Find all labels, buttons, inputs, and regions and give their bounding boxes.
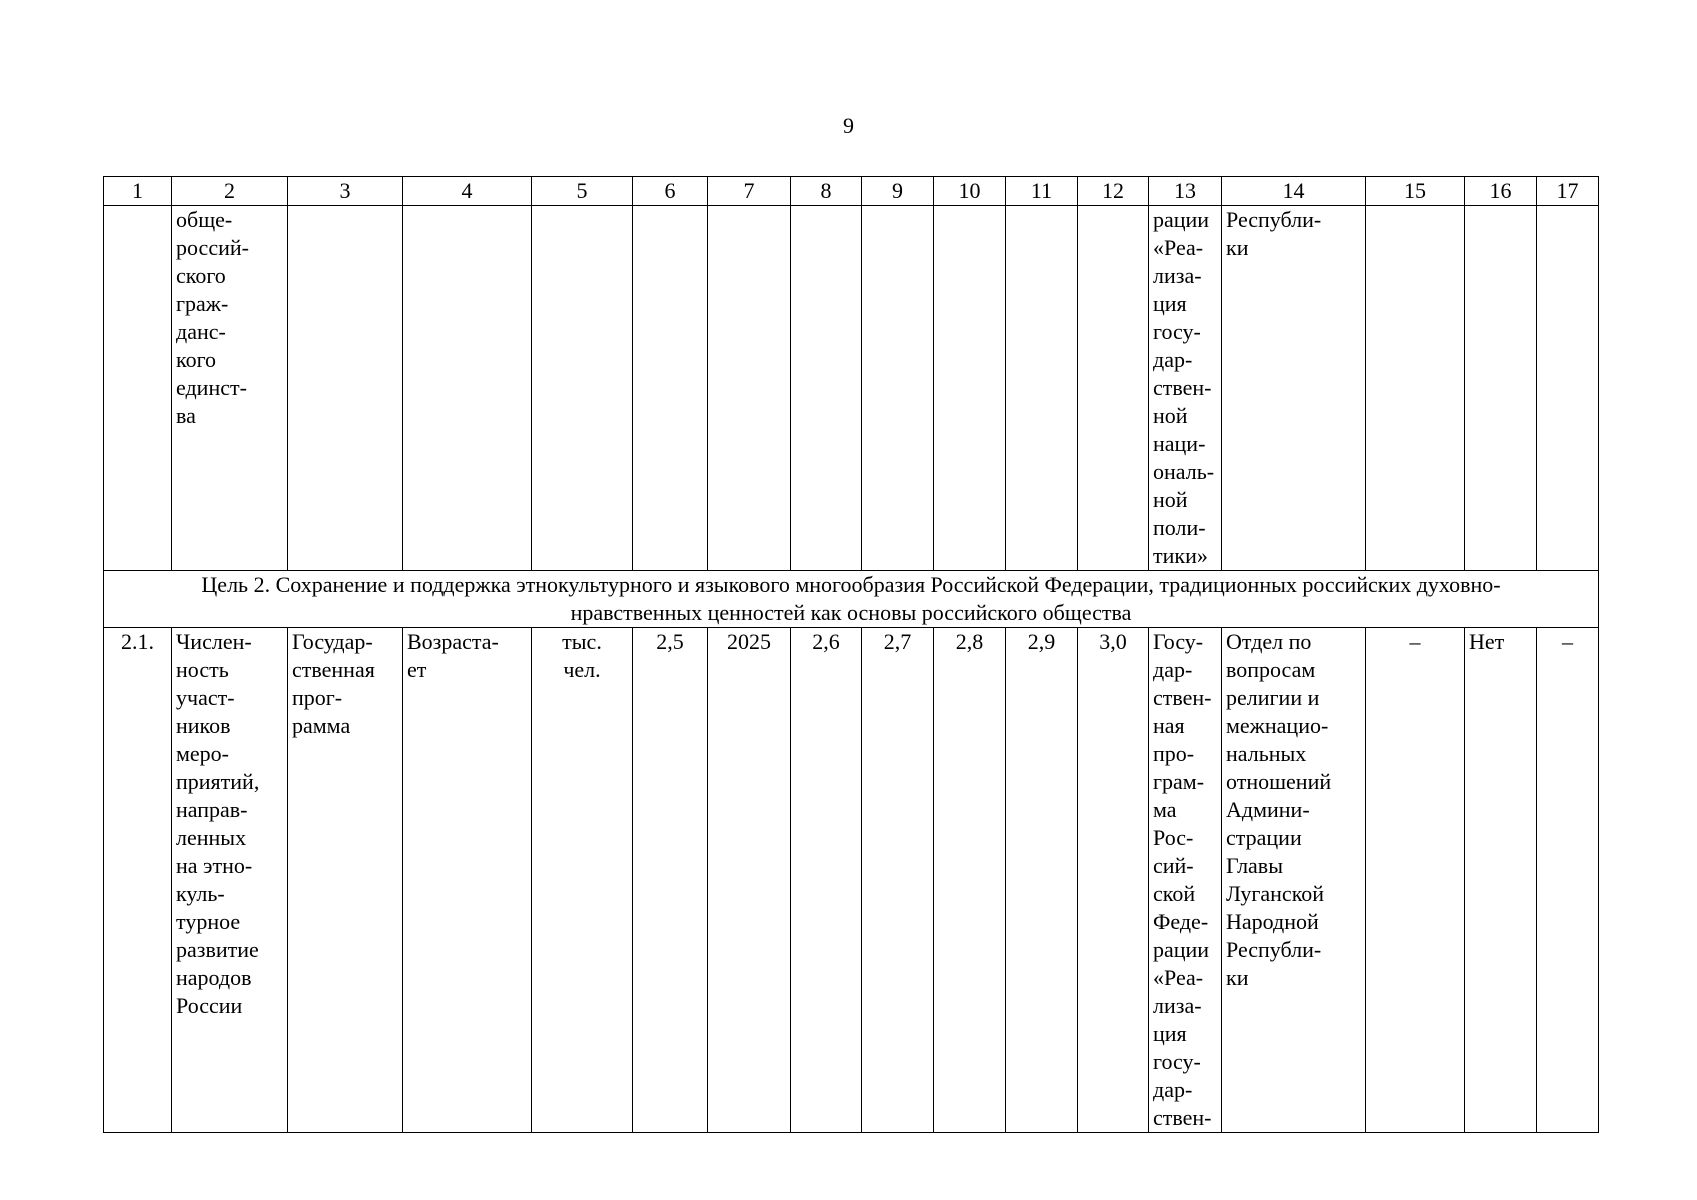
indicators-table <box>103 176 1599 1133</box>
column-number: 15 <box>1366 177 1465 206</box>
table-cell <box>288 206 403 571</box>
document-cell: рации «Реа- лиза- ция госу- дар- ствен- ной наци- ональ- ной поли- тики» <box>1149 206 1222 571</box>
column-number: 2 <box>172 177 288 206</box>
table-cell <box>708 206 791 571</box>
column-number: 17 <box>1537 177 1599 206</box>
page-number: 9 <box>843 113 854 138</box>
value-cell: 2,6 <box>791 628 862 1133</box>
column-number: 10 <box>934 177 1006 206</box>
column-number: 9 <box>862 177 934 206</box>
unit-cell: тыс. чел. <box>532 628 633 1133</box>
column-number: 8 <box>791 177 862 206</box>
value-cell: 2,7 <box>862 628 934 1133</box>
level-cell: Государ- ственная прог- рамма <box>288 628 403 1133</box>
table-row <box>104 628 1599 1133</box>
goal-heading: Цель 2. Сохранение и поддержка этнокультурного и языкового многообразия Российской Федерации, традиционных российских духовно-нравственных ценностей как основы российского общества <box>104 571 1599 628</box>
column-number: 12 <box>1078 177 1149 206</box>
continuation-row <box>104 206 1599 571</box>
column-number: 7 <box>708 177 791 206</box>
responsible-cell: Республи- ки <box>1222 206 1366 571</box>
table-cell <box>791 206 862 571</box>
indicator-cell: обще- россий- ского граж- данс- кого единст- ва <box>172 206 288 571</box>
column-number-row <box>104 177 1599 206</box>
value-cell: 2,9 <box>1006 628 1078 1133</box>
goal-row <box>104 571 1599 628</box>
table-cell <box>862 206 934 571</box>
table-cell <box>532 206 633 571</box>
table-cell <box>1366 206 1465 571</box>
column-number: 3 <box>288 177 403 206</box>
table-cell: – <box>1366 628 1465 1133</box>
table-cell <box>1006 206 1078 571</box>
value-cell: 2,8 <box>934 628 1006 1133</box>
row-number: 2.1. <box>104 628 172 1133</box>
table-cell <box>1465 206 1537 571</box>
responsible-cell: Отдел по вопросам религии и межнацио- нальных отношений Админи- страции Главы Луганской Народной Республи- ки <box>1222 628 1366 1133</box>
table-cell <box>1078 206 1149 571</box>
column-number: 13 <box>1149 177 1222 206</box>
base-value-cell: 2,5 <box>633 628 708 1133</box>
value-cell: 3,0 <box>1078 628 1149 1133</box>
table-cell <box>403 206 532 571</box>
column-number: 16 <box>1465 177 1537 206</box>
column-number: 5 <box>532 177 633 206</box>
column-number: 6 <box>633 177 708 206</box>
table-cell: – <box>1537 628 1599 1133</box>
table-cell <box>1537 206 1599 571</box>
column-number: 1 <box>104 177 172 206</box>
table-cell <box>104 206 172 571</box>
column-number: 11 <box>1006 177 1078 206</box>
column-number: 4 <box>403 177 532 206</box>
table-cell: Нет <box>1465 628 1537 1133</box>
indicator-cell: Числен- ность участ- ников меро- приятий, направ- ленных на этно- куль- турное развитие народов России <box>172 628 288 1133</box>
document-cell: Госу- дар- ствен- ная про- грам- ма Рос- сий- ской Феде- рации «Реа- лиза- ция госу- дар- ствен- <box>1149 628 1222 1133</box>
base-year-cell: 2025 <box>708 628 791 1133</box>
table-cell <box>633 206 708 571</box>
trend-cell: Возраста- ет <box>403 628 532 1133</box>
column-number: 14 <box>1222 177 1366 206</box>
table-cell <box>934 206 1006 571</box>
